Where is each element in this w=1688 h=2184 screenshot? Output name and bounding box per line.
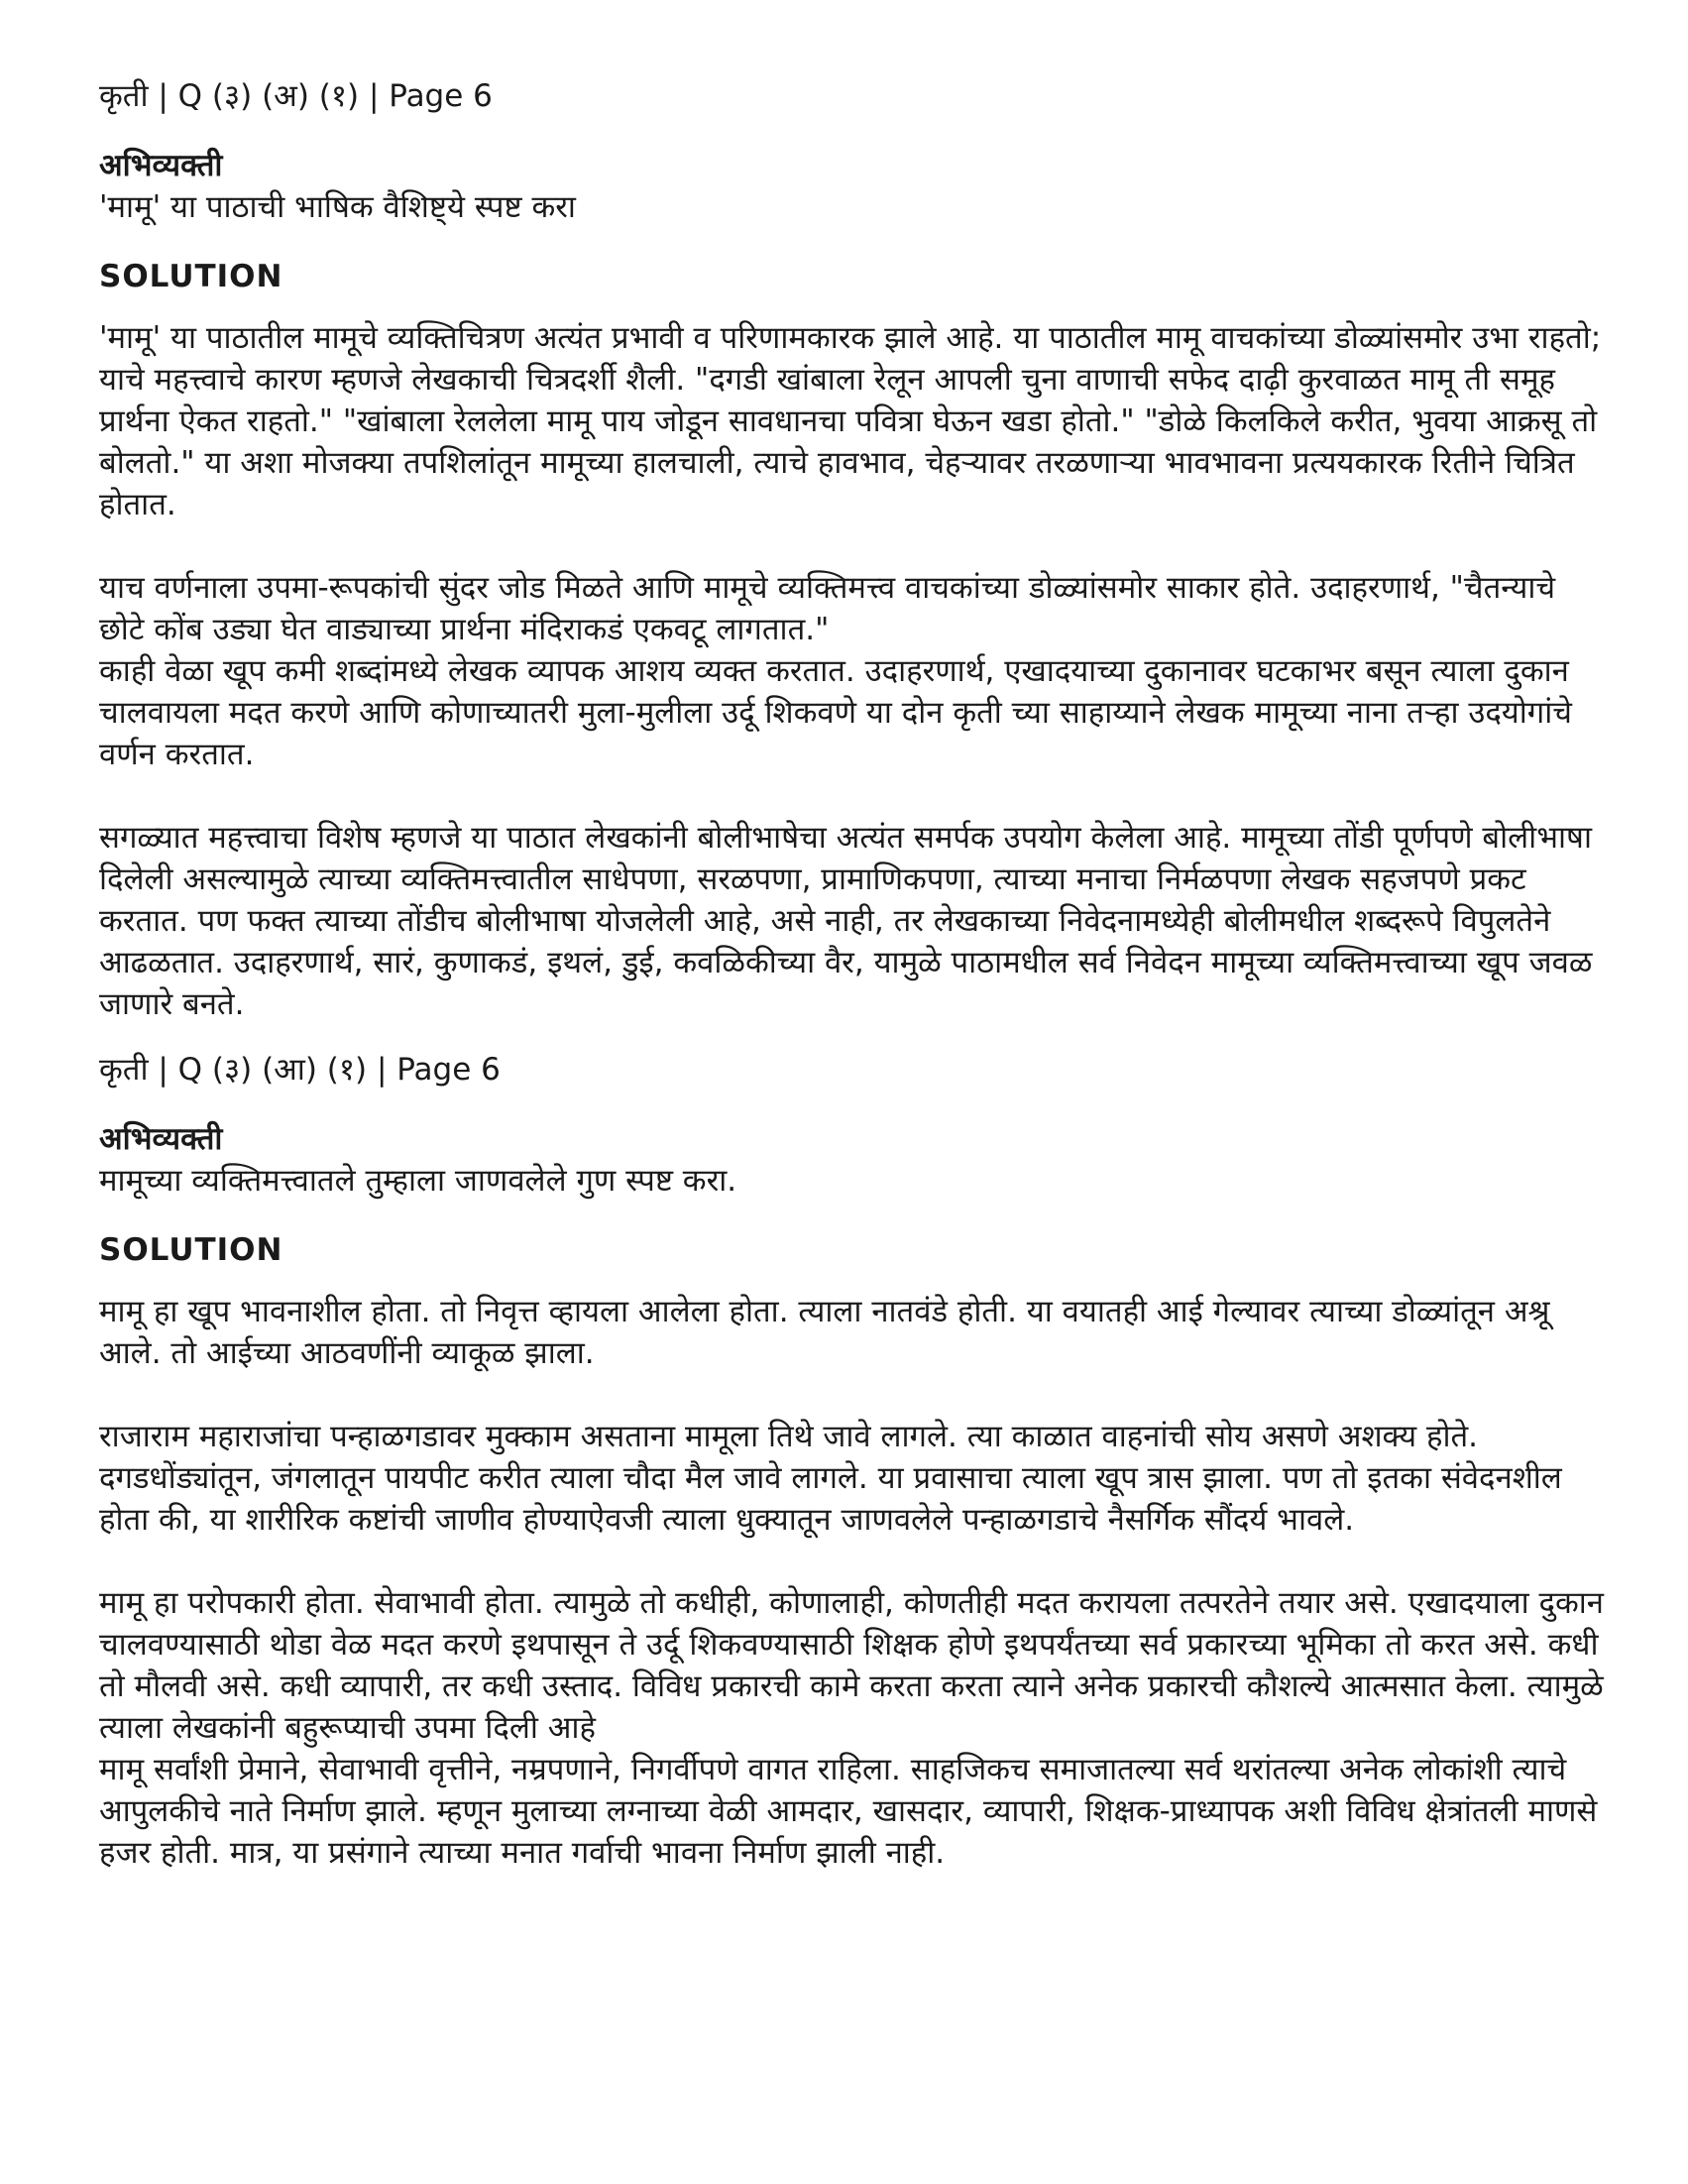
- section-heading: अभिव्यक्ती: [99, 148, 223, 183]
- question-text: 'मामू' या पाठाची भाषिक वैशिष्ट्ये स्पष्ट करा: [99, 189, 576, 225]
- question-reference: कृती | Q (३) (आ) (१) | Page 6: [99, 1052, 501, 1088]
- solution-paragraph: सगळ्यात महत्त्वाचा विशेष म्हणजे या पाठात लेखकांनी बोलीभाषेचा अत्यंत समर्पक उपयोग केलेला आहे. मामूच्या तोंडी पूर्णपणे बोलीभाषा दिलेली असल्यामुळे त्याच्या व्यक्तिमत्त्वातील साधेपणा, सरळपणा, प्रामाणिकपणा, त्याच्या मनाचा निर्मळपणा लेखक सहजपणे प्रकट करतात. पण फक्त त्याच्या तोंडीच बोलीभाषा योजलेली आहे, असे नाही, तर लेखकाच्या निवेदनामध्येही बोलीमधील शब्दरूपे विपुलतेने आढळतात. उदाहरणार्थ, सारं, कुणाकडं, इथलं, डुई, कवळिकीच्या वैर, यामुळे पाठामधील सर्व निवेदन मामूच्या व्यक्तिमत्त्वाच्या खूप जवळ जाणारे बनते.: [99, 820, 1593, 1022]
- solution-label: SOLUTION: [99, 1232, 283, 1268]
- section-heading: अभिव्यक्ती: [99, 1121, 223, 1157]
- solution-paragraph: मामू हा खूप भावनाशील होता. तो निवृत्त व्हायला आलेला होता. त्याला नातवंडे होती. या वयातही आई गेल्यावर त्याच्या डोळ्यांतून अश्रू आले. तो आईच्या आठवणींनी व्याकूळ झाला.: [99, 1294, 1550, 1371]
- solution-paragraph: मामू हा परोपकारी होता. सेवाभावी होता. त्यामुळे तो कधीही, कोणालाही, कोणतीही मदत करायला तत्परतेने तयार असे. एखादयाला दुकान चालवण्यासाठी थोडा वेळ मदत करणे इथपासून ते उर्दू शिकवण्यासाठी शिक्षक होणे इथपर्यंतच्या सर्व प्रकारच्या भूमिका तो करत असे. कधी तो मौलवी असे. कधी व्यापारी, तर कधी उस्ताद. विविध प्रकारची कामे करता करता त्याने अनेक प्रकारची कौशल्ये आत्मसात केला. त्यामुळे त्याला लेखकांनी बहुरूप्याची उपमा दिली आहे मामू सर्वांशी प्रेमाने, सेवाभावी वृत्तीने, नम्रपणाने, निगर्वीपणे वागत राहिला. साहजिकच समाजातल्या सर्व थरांतल्या अनेक लोकांशी त्याचे आपुलकीचे नाते निर्माण झाले. म्हणून मुलाच्या लग्नाच्या वेळी आमदार, खासदार, व्यापारी, शिक्षक-प्राध्यापक अशी विविध क्षेत्रांतली माणसे हजर होती. मात्र, या प्रसंगाने त्याच्या मनात गर्वाची भावना निर्माण झाली नाही.: [99, 1585, 1605, 1871]
- solution-paragraph: याच वर्णनाला उपमा-रूपकांची सुंदर जोड मिळते आणि मामूचे व्यक्तिमत्त्व वाचकांच्या डोळ्यांसमोर साकार होते. उदाहरणार्थ, "चैतन्याचे छोटे कोंब उड्या घेत वाड्याच्या प्रार्थना मंदिराकडं एकवटू लागतात." काही वेळा खूप कमी शब्दांमध्ये लेखक व्यापक आशय व्यक्त करतात. उदाहरणार्थ, एखादयाच्या दुकानावर घटकाभर बसून त्याला दुकान चालवायला मदत करणे आणि कोणाच्यातरी मुला-मुलीला उर्दू शिकवणे या दोन कृती च्या साहाय्याने लेखक मामूच्या नाना तऱ्हा उदयोगांचे वर्णन करतात.: [99, 570, 1572, 772]
- solution-paragraph: 'मामू' या पाठातील मामूचे व्यक्तिचित्रण अत्यंत प्रभावी व परिणामकारक झाले आहे. या पाठातील मामू वाचकांच्या डोळ्यांसमोर उभा राहतो; याचे महत्त्वाचे कारण म्हणजे लेखकाची चित्रदर्शी शैली. "दगडी खांबाला रेलून आपली चुना वाणाची सफेद दाढ़ी कुरवाळत मामू ती समूह प्रार्थना ऐकत राहतो." "खांबाला रेललेला मामू पाय जोडून सावधानचा पवित्रा घेऊन खडा होतो." "डोळे किलकिले करीत, भुवया आक्रसू तो बोलतो." या अशा मोजक्या तपशिलांतून मामूच्या हालचाली, त्याचे हावभाव, चेहऱ्यावर तरळणाऱ्या भावभावना प्रत्ययकारक रितीने चित्रित होतात.: [99, 320, 1602, 522]
- solution-label: SOLUTION: [99, 259, 283, 294]
- document-page: [99, 75, 1606, 1874]
- question-text: मामूच्या व्यक्तिमत्त्वातले तुम्हाला जाणवलेले गुण स्पष्ट करा.: [99, 1163, 737, 1199]
- solution-paragraph: राजाराम महाराजांचा पन्हाळगडावर मुक्काम असताना मामूला तिथे जावे लागले. त्या काळात वाहनांची सोय असणे अशक्य होते. दगडधोंड्यांतून, जंगलातून पायपीट करीत त्याला चौदा मैल जावे लागले. या प्रवासाचा त्याला खूप त्रास झाला. पण तो इतका संवेदनशील होता की, या शारीरिक कष्टांची जाणीव होण्याऐवजी त्याला धुक्यातून जाणवलेले पन्हाळगडाचे नैसर्गिक सौंदर्य भावले.: [99, 1419, 1562, 1538]
- question-reference: कृती | Q (३) (अ) (१) | Page 6: [99, 78, 493, 114]
